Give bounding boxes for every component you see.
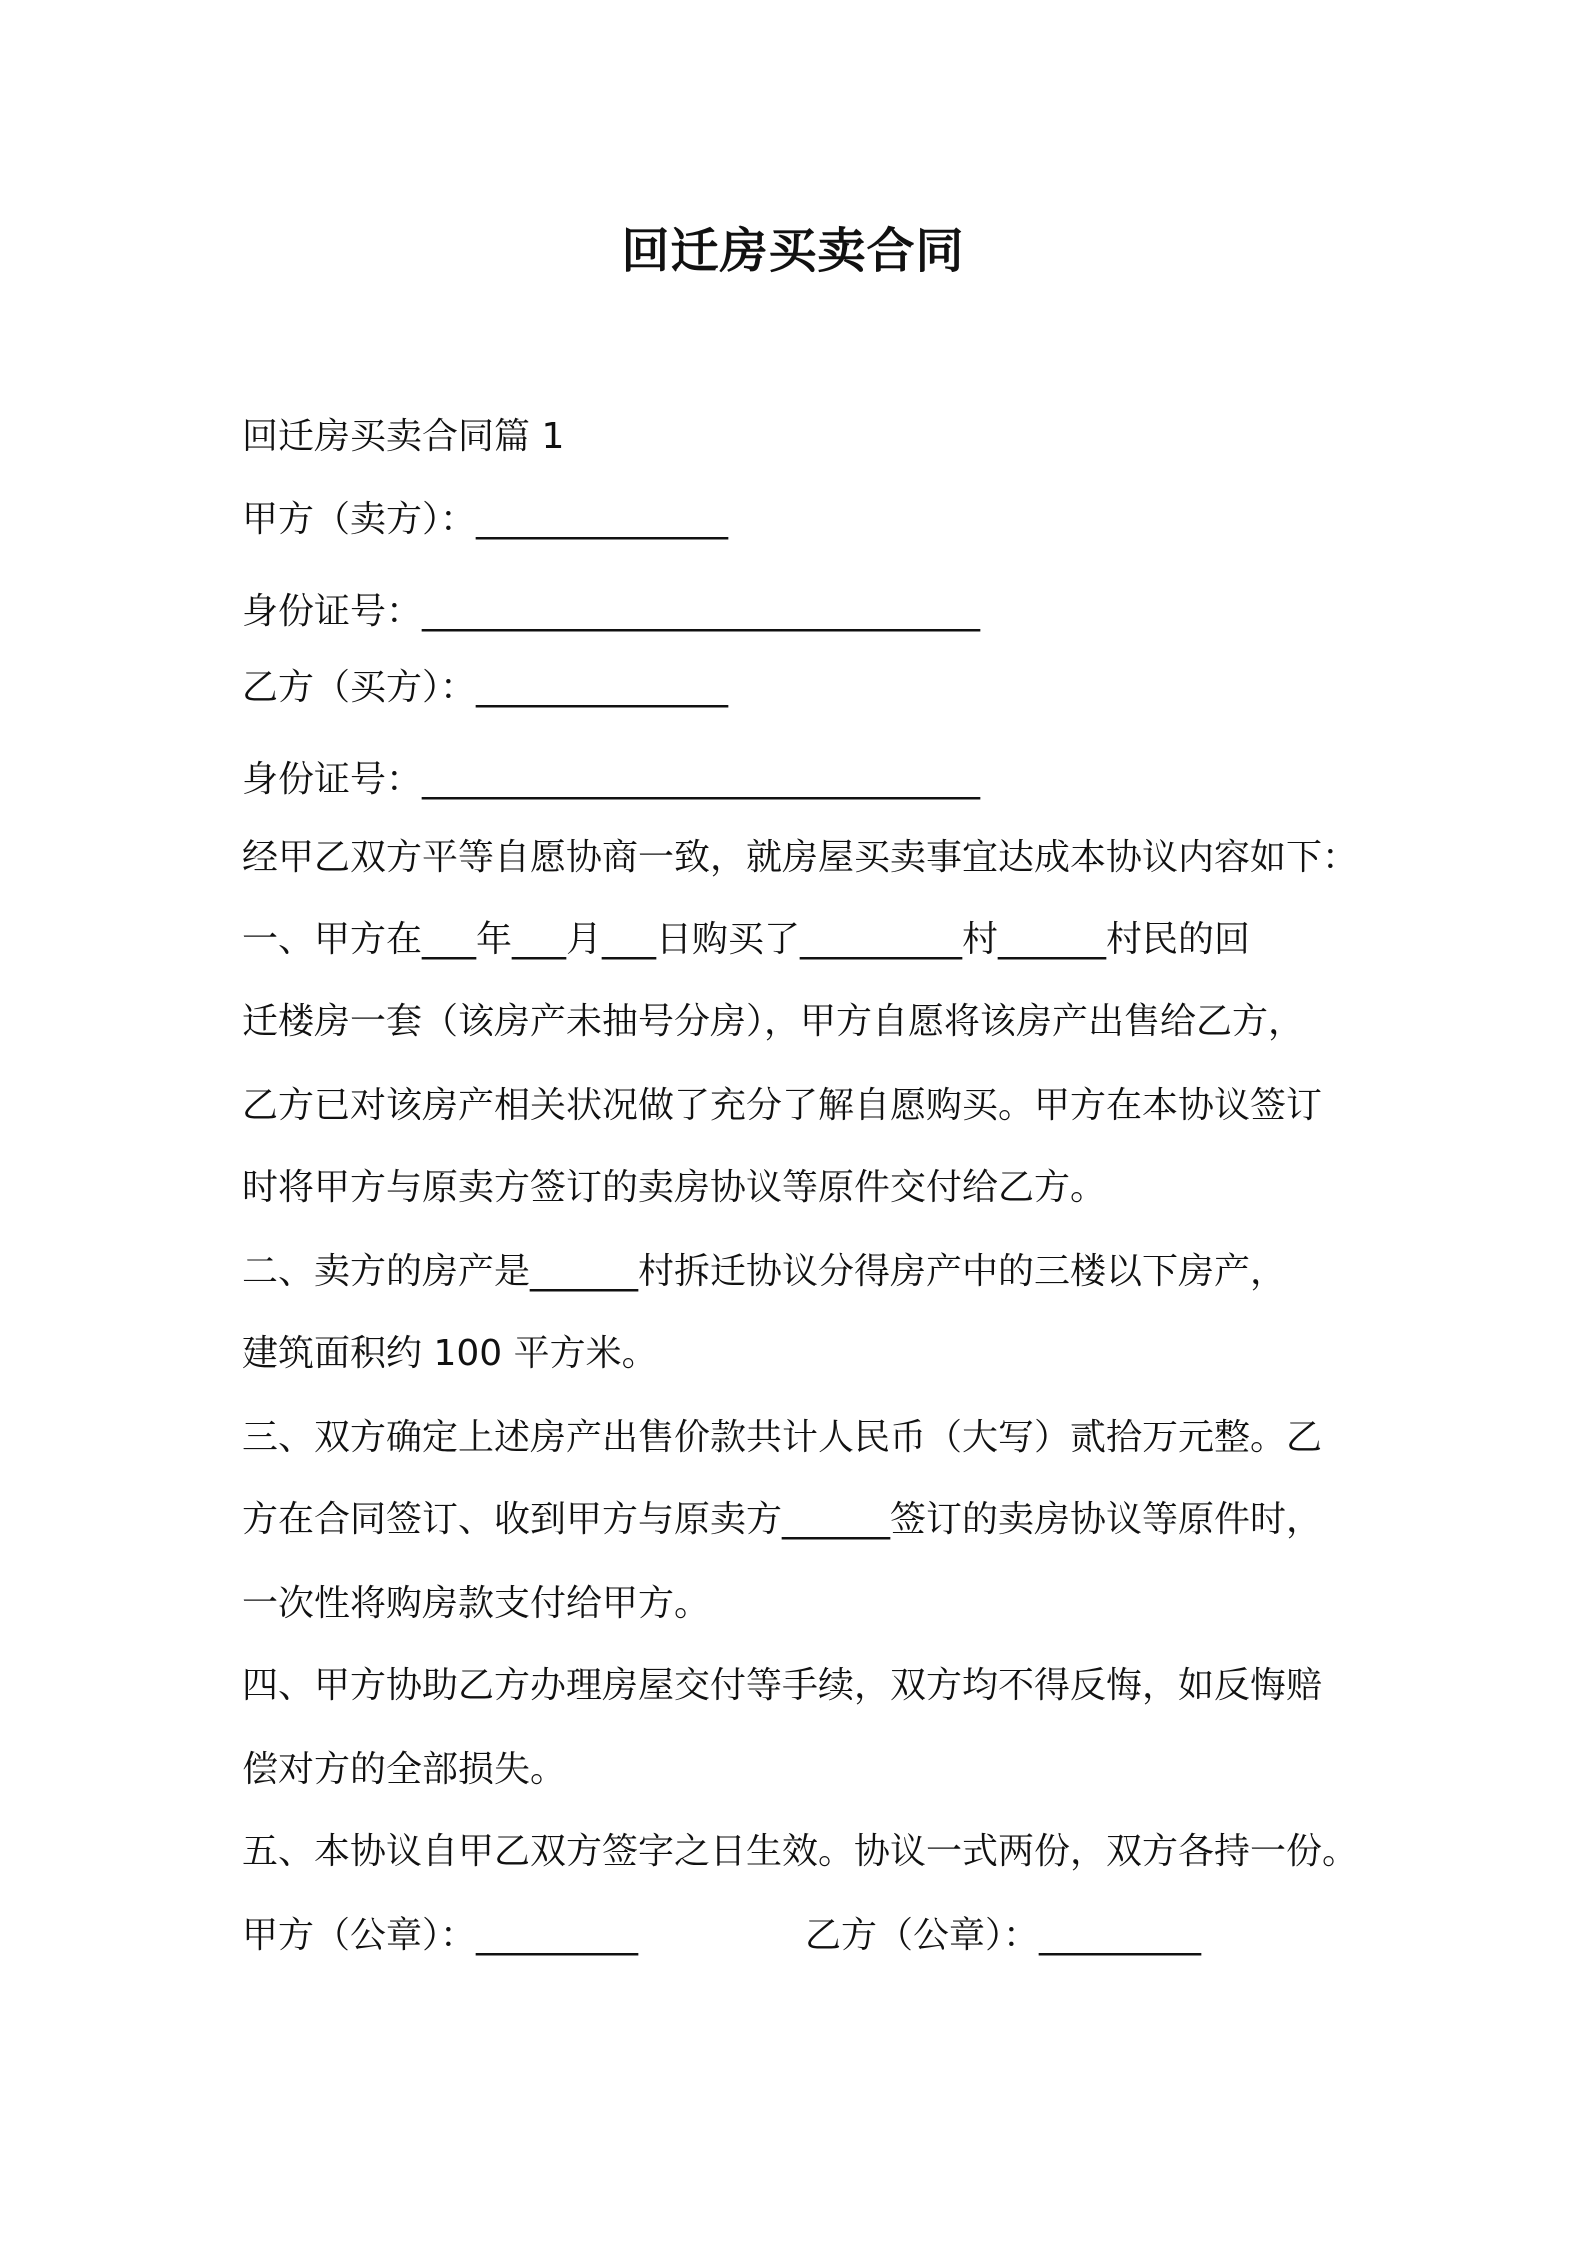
party-a-id-field: 身份证号：_______________________________ [242, 591, 981, 632]
party-b-buyer-field: 乙方（买方）：______________ [242, 667, 729, 708]
clause-1-line-2: 迁楼房一套（该房产未抽号分房），甲方自愿将该房产出售给乙方， [242, 1001, 1305, 1042]
clause-2-line-2: 建筑面积约 100 平方米。 [242, 1333, 658, 1374]
signature-line-right [805, 1912, 1201, 1960]
clause-3-line-1: 三、双方确定上述房产出售价款共计人民币（大写）贰拾万元整。乙 [242, 1417, 1323, 1458]
clause-4-line-2: 偿对方的全部损失。 [242, 1749, 567, 1790]
clause-3-line-3: 一次性将购房款支付给甲方。 [242, 1583, 711, 1624]
signature-line [242, 1912, 638, 1960]
party-a-seller-field: 甲方（卖方）：______________ [242, 499, 729, 540]
clause-1-line-4: 时将甲方与原卖方签订的卖房协议等原件交付给乙方。 [242, 1167, 1107, 1208]
clause-3-line-2: 方在合同签订、收到甲方与原卖方______签订的卖房协议等原件时， [242, 1499, 1323, 1540]
party-b-seal-field: 乙方（公章）：_________ [805, 1915, 1202, 1956]
clause-4-line-1: 四、甲方协助乙方办理房屋交付等手续，双方均不得反悔，如反悔赔 [242, 1665, 1323, 1706]
clause-2-line-1: 二、卖方的房产是______村拆迁协议分得房产中的三楼以下房产， [242, 1251, 1287, 1292]
party-b-id-field: 身份证号：_______________________________ [242, 759, 981, 800]
clause-1-line-3: 乙方已对该房产相关状况做了充分了解自愿购买。甲方在本协议签订 [242, 1085, 1323, 1126]
agreement-intro: 经甲乙双方平等自愿协商一致，就房屋买卖事宜达成本协议内容如下： [242, 837, 1359, 878]
section-heading: 回迁房买卖合同篇 1 [242, 416, 565, 457]
party-a-seal-field: 甲方（公章）：_________ [242, 1915, 639, 1956]
document-title: 回迁房买卖合同 [621, 223, 965, 279]
clause-1-line-1: 一、甲方在___年___月___日购买了_________村______村民的回 [242, 919, 1251, 960]
clause-5: 五、本协议自甲乙双方签字之日生效。协议一式两份，双方各持一份。 [242, 1831, 1359, 1872]
